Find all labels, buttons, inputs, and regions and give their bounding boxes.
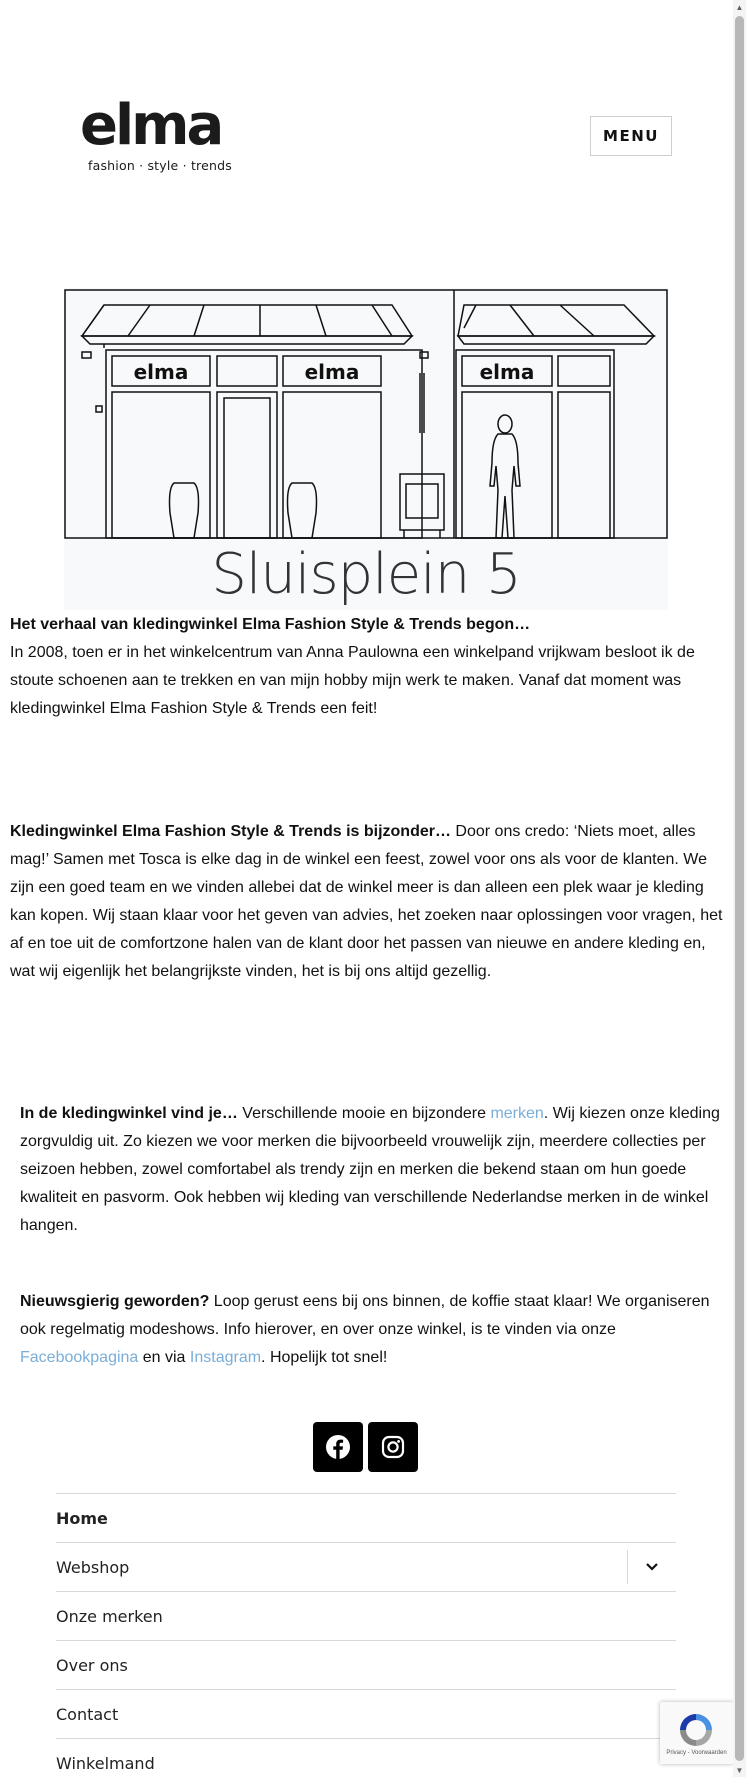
nav-item-contact[interactable] (56, 1690, 676, 1739)
store-address-caption: Sluisplein 5 (211, 542, 521, 607)
curious-text-a: Loop gerust eens bij ons binnen, de koffie staat klaar! We organiseren ook regelmatig modeshows. Info hierover, en over onze winkel, is te vinden via onze (20, 1293, 710, 1338)
assortment-text-a: Verschillende mooie en bijzondere (237, 1105, 491, 1122)
store-front-illustration (64, 288, 668, 610)
scroll-down-icon[interactable]: ▼ (735, 1765, 744, 1775)
curious-text-c: . Hopelijk tot snel! (261, 1349, 388, 1366)
chevron-down-icon (645, 1562, 659, 1572)
store-sign-middle: elma (304, 360, 360, 384)
assortment-text-b: . Wij kiezen onze kleding zorgvuldig uit. Zo kiezen we voor merken die bijvoorbeeld vrouwelijk zijn, meerdere collecties per seizoen hebben, zowel comfortabel als trendy zijn en merken die bekend staan om hun goede kwaliteit en pasvorm. Ook hebben wij kleding van verschillende Nederlandse merken in de winkel hangen. (20, 1105, 720, 1234)
curious-text-b: en via (138, 1349, 190, 1366)
logo-word: elma (80, 93, 222, 158)
brands-link[interactable]: merken (490, 1105, 544, 1122)
store-sign-right: elma (479, 360, 535, 384)
curious-heading: Nieuwsgierig geworden? (20, 1293, 210, 1310)
special-paragraph (10, 818, 725, 986)
scrollbar-thumb[interactable] (735, 16, 744, 1761)
facebook-page-link[interactable]: Facebookpagina (20, 1349, 139, 1366)
special-text: Door ons credo: ‘Niets moet, alles mag!’ Samen met Tosca is elke dag in de winkel een feest, zowel voor ons als voor de klanten. We zijn een goed team en we vinden allebei dat de winkel meer is dan alleen een plek waar je kleding kan kopen. Wij staan klaar voor het geven van advies, het zoeken naar oplossingen voor vragen, het af en toe uit de comfortzone halen van de klant door het passen van nieuwe en andere kleding en, wat wij eigenlijk het belangrijkste vinden, het is bij ons altijd gezellig. (10, 823, 723, 980)
nav-item-winkelmand[interactable] (56, 1739, 676, 1777)
nav-item-label: Home (56, 1508, 108, 1528)
assortment-heading: In de kledingwinkel vind je… (20, 1105, 238, 1122)
footer-navigation (56, 1493, 676, 1777)
recaptcha-badge[interactable] (660, 1702, 733, 1764)
special-heading: Kledingwinkel Elma Fashion Style & Trends is bijzonder… (10, 823, 451, 840)
site-logo[interactable] (80, 93, 252, 173)
nav-item-label: Contact (56, 1704, 119, 1724)
nav-item-webshop[interactable] (56, 1543, 676, 1592)
facebook-button[interactable] (313, 1422, 363, 1472)
nav-item-over-ons[interactable] (56, 1641, 676, 1690)
instagram-icon (381, 1435, 405, 1459)
vertical-scrollbar[interactable] (733, 0, 746, 1777)
story-text: In 2008, toen er in het winkelcentrum van Anna Paulowna een winkelpand vrijkwam besloot ik de stoute schoenen aan te trekken en van mijn hobby mijn werk te maken. Vanaf dat moment was kledingwinkel Elma Fashion Style & Trends een feit! (10, 644, 695, 717)
logo-tagline: fashion · style · trends (88, 158, 232, 173)
submenu-toggle[interactable] (627, 1550, 676, 1584)
nav-item-label: Over ons (56, 1655, 128, 1675)
nav-item-label: Webshop (56, 1557, 130, 1577)
nav-item-label: Onze merken (56, 1606, 163, 1626)
scroll-up-icon[interactable]: ▲ (735, 2, 744, 12)
recaptcha-icon (676, 1710, 716, 1750)
nav-item-home[interactable] (56, 1494, 676, 1543)
recaptcha-footer[interactable]: Privacy - Voorwaarden (666, 1750, 727, 1756)
facebook-icon (325, 1434, 351, 1460)
assortment-paragraph (20, 1100, 720, 1240)
social-links (313, 1422, 418, 1472)
instagram-link[interactable]: Instagram (189, 1349, 262, 1366)
nav-item-label: Winkelmand (56, 1753, 155, 1773)
story-heading: Het verhaal van kledingwinkel Elma Fashion Style & Trends begon… (10, 616, 531, 633)
menu-button[interactable]: MENU (590, 116, 672, 156)
instagram-button[interactable] (368, 1422, 418, 1472)
story-paragraph (10, 611, 725, 723)
store-sign-left: elma (133, 360, 189, 384)
curious-paragraph (20, 1288, 720, 1372)
nav-item-onze-merken[interactable] (56, 1592, 676, 1641)
